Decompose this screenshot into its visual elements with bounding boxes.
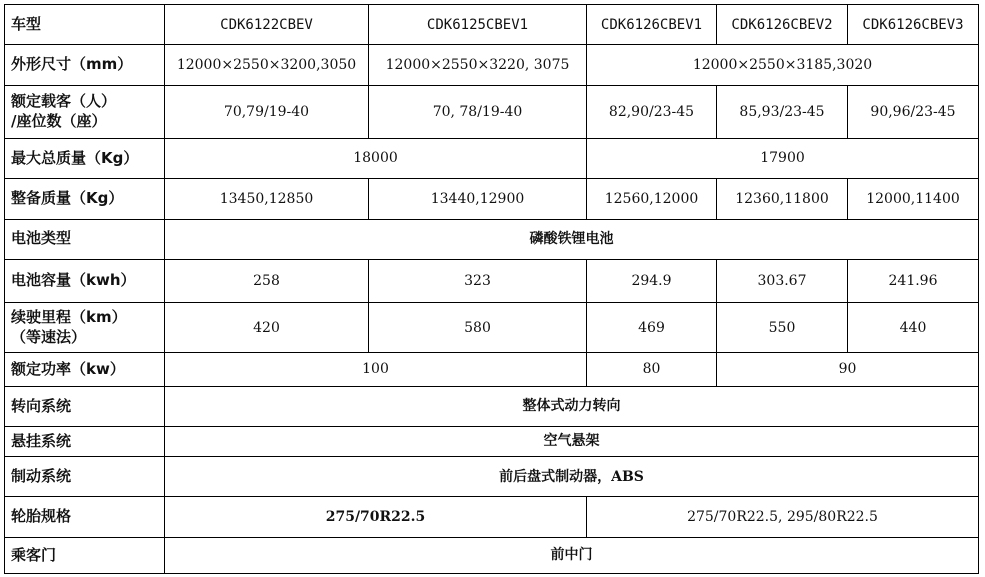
range-4: 550 (717, 303, 848, 353)
row-tires (5, 497, 979, 537)
row-rated-power (5, 353, 979, 386)
max-mass-col345: 17900 (587, 138, 979, 178)
suspension-label: 悬挂系统 (5, 426, 165, 456)
row-curb-mass (5, 179, 979, 219)
capacity-label-line1: 额定载客（人） (11, 92, 117, 111)
row-model (5, 5, 979, 45)
range-1: 420 (165, 303, 369, 353)
steering-label: 转向系统 (5, 386, 165, 426)
capacity-3: 82,90/23-45 (587, 85, 717, 138)
battery-capacity-label: 电池容量（kwh） (5, 259, 165, 302)
rated-power-col45: 90 (717, 353, 979, 386)
battery-capacity-4: 303.67 (717, 259, 848, 302)
capacity-label (5, 85, 165, 138)
row-steering (5, 386, 979, 426)
capacity-1: 70,79/19-40 (165, 85, 369, 138)
row-capacity (5, 85, 979, 138)
curb-mass-2: 13440,12900 (369, 179, 587, 219)
suspension-value: 空气悬架 (165, 426, 979, 456)
row-suspension (5, 426, 979, 456)
curb-mass-5: 12000,11400 (848, 179, 979, 219)
curb-mass-4: 12360,11800 (717, 179, 848, 219)
rated-power-col3: 80 (587, 353, 717, 386)
max-mass-label: 最大总质量（Kg） (5, 138, 165, 178)
dimensions-label: 外形尺寸（mm） (5, 45, 165, 85)
tires-col345: 275/70R22.5, 295/80R22.5 (587, 497, 979, 537)
doors-value: 前中门 (165, 537, 979, 573)
curb-mass-3: 12560,12000 (587, 179, 717, 219)
battery-capacity-1: 258 (165, 259, 369, 302)
braking-label: 制动系统 (5, 457, 165, 497)
row-doors (5, 537, 979, 573)
range-label-line1: 续驶里程（km） (11, 308, 127, 327)
dimensions-col2: 12000×2550×3220, 3075 (369, 45, 587, 85)
capacity-4: 85,93/23-45 (717, 85, 848, 138)
model-3: CDK6126CBEV1 (587, 5, 717, 45)
range-3: 469 (587, 303, 717, 353)
max-mass-col12: 18000 (165, 138, 587, 178)
capacity-2: 70, 78/19-40 (369, 85, 587, 138)
braking-value: 前后盘式制动器，ABS (165, 457, 979, 497)
capacity-5: 90,96/23-45 (848, 85, 979, 138)
row-battery-type (5, 219, 979, 259)
range-2: 580 (369, 303, 587, 353)
row-battery-capacity (5, 259, 979, 302)
range-label (5, 303, 165, 353)
battery-capacity-5: 241.96 (848, 259, 979, 302)
model-4: CDK6126CBEV2 (717, 5, 848, 45)
spec-table (4, 4, 979, 574)
model-2: CDK6125CBEV1 (369, 5, 587, 45)
dimensions-col1: 12000×2550×3200,3050 (165, 45, 369, 85)
tires-label: 轮胎规格 (5, 497, 165, 537)
range-5: 440 (848, 303, 979, 353)
battery-capacity-3: 294.9 (587, 259, 717, 302)
capacity-label-line2: /座位数（座） (11, 111, 107, 130)
row-braking (5, 457, 979, 497)
rated-power-col12: 100 (165, 353, 587, 386)
model-1: CDK6122CBEV (165, 5, 369, 45)
model-label: 车型 (5, 5, 165, 45)
battery-capacity-2: 323 (369, 259, 587, 302)
tires-col12: 275/70R22.5 (165, 497, 587, 537)
rated-power-label: 额定功率（kw） (5, 353, 165, 386)
range-label-line2: （等速法） (11, 327, 87, 346)
curb-mass-label: 整备质量（Kg） (5, 179, 165, 219)
doors-label: 乘客门 (5, 537, 165, 573)
row-dimensions (5, 45, 979, 85)
battery-type-label: 电池类型 (5, 219, 165, 259)
steering-value: 整体式动力转向 (165, 386, 979, 426)
model-5: CDK6126CBEV3 (848, 5, 979, 45)
curb-mass-1: 13450,12850 (165, 179, 369, 219)
row-range (5, 303, 979, 353)
battery-type-value: 磷酸铁锂电池 (165, 219, 979, 259)
dimensions-col345: 12000×2550×3185,3020 (587, 45, 979, 85)
row-max-mass (5, 138, 979, 178)
